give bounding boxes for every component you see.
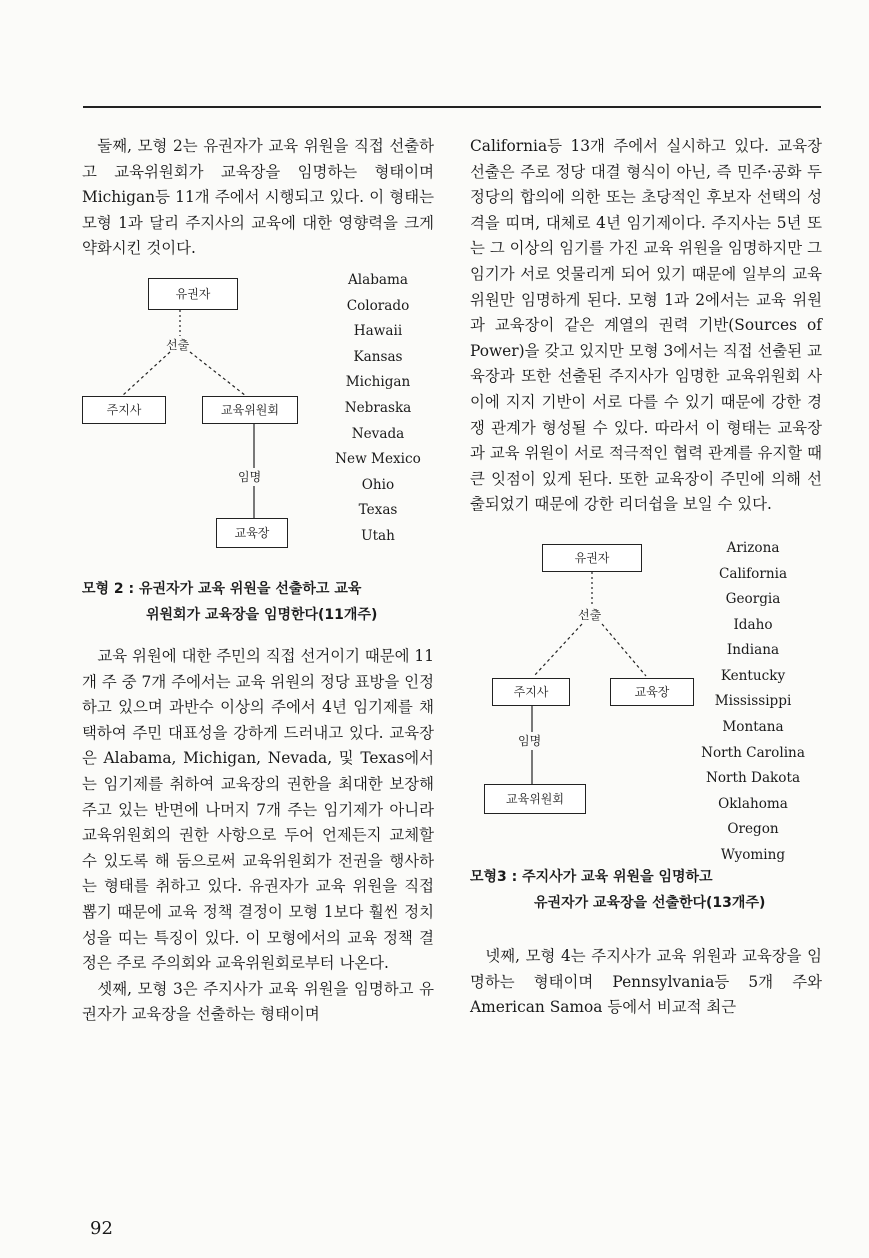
caption-line: 유권자가 교육장을 선출한다(13개주) bbox=[534, 894, 766, 911]
state-list bbox=[694, 536, 812, 869]
state-name: Alabama bbox=[347, 271, 409, 288]
box-board: 교육위원회 bbox=[484, 784, 586, 814]
state-name: Utah bbox=[361, 527, 395, 544]
state-name: Colorado bbox=[346, 297, 410, 314]
figure-model-2 bbox=[82, 272, 434, 572]
paragraph: 둘째, 모형 2는 유권자가 교육 위원을 직접 선출하고 교육위원회가 교육장을 임명하는 형태이며 Michigan등 11개 주에서 시행되고 있다. 이 형태는 모형 1과 달리 주지사의 교육에 대한 영향력을 크게 약화시킨 것이다. bbox=[82, 137, 434, 258]
paragraph: 넷째, 모형 4는 주지사가 교육 위원과 교육장을 임명하는 형태이며 Pennsylvania등 5개 주와 American Samoa 등에서 비교적 최근 bbox=[470, 946, 822, 1017]
box-governor: 주지사 bbox=[492, 678, 570, 706]
paragraph: California등 13개 주에서 실시하고 있다. 교육장 선출은 주로 정당 대결 형식이 아닌, 즉 민주·공화 두 정당의 합의에 의한 또는 초당적인 후보자 선택의 성격을 띠며, 대체로 4년 임기제이다. 주지사는 5년 또는 그 이상의 임기를 가진 교육 위원을 임명하지만 그 임기가 서로 엇물리게 되어 있기 때문에 일부의 교육 위원만 임명하게 된다. 모형 1과 2에서는 교육 위원과 교육장이 같은 계열의 권력 기반(Sources of Power)을 갖고 있지만 모형 3에서는 직접 선출된 교육장과 또한 선출된 주지사가 임명한 교육위원회 사이에 지지 기반이 서로 다를 수 있기 때문에 강한 경쟁 관계가 형성될 수 있다. 따라서 이 형태는 교육장과 교육 위원이 서로 적극적인 협력 관계를 유지할 때 큰 잇점이 있게 된다. 또한 교육장이 주민에 의해 선출되었기 때문에 강한 리더쉽을 보일 수 있다. bbox=[470, 137, 822, 514]
figure-2-caption bbox=[82, 576, 434, 628]
state-name: Wyoming bbox=[720, 847, 786, 864]
state-name: Hawaii bbox=[353, 323, 403, 340]
header-rule bbox=[83, 106, 821, 108]
paragraph: 셋째, 모형 3은 주지사가 교육 위원을 임명하고 유권자가 교육장을 선출하는 형태이며 bbox=[82, 979, 434, 1024]
box-voters: 유권자 bbox=[148, 278, 238, 310]
label-elect: 선출 bbox=[578, 607, 602, 622]
caption-line: 모형 2 : 유권자가 교육 위원을 선출하고 교육 bbox=[82, 580, 362, 597]
state-name: Nevada bbox=[351, 425, 405, 442]
box-superintendent: 교육장 bbox=[610, 678, 694, 706]
state-name: Mississippi bbox=[714, 693, 792, 710]
state-name: Arizona bbox=[726, 539, 780, 556]
figure-model-3 bbox=[470, 536, 822, 866]
state-name: Indiana bbox=[726, 642, 780, 659]
state-name: Oregon bbox=[727, 821, 779, 838]
state-name: Texas bbox=[358, 502, 398, 519]
state-name: Georgia bbox=[725, 591, 781, 608]
state-list bbox=[326, 268, 430, 550]
caption-line: 위원회가 교육장을 임명한다(11개주) bbox=[146, 606, 378, 623]
caption-line: 모형3 : 주지사가 교육 위원을 임명하고 bbox=[470, 868, 713, 885]
box-governor: 주지사 bbox=[82, 396, 166, 424]
state-name: North Carolina bbox=[701, 744, 805, 761]
label-appoint: 임명 bbox=[238, 469, 262, 484]
box-superintendent: 교육장 bbox=[216, 518, 288, 548]
page-number: 92 bbox=[90, 1218, 113, 1239]
right-column bbox=[470, 134, 822, 1021]
state-name: Kentucky bbox=[720, 667, 786, 684]
state-name: California bbox=[718, 565, 788, 582]
left-column bbox=[82, 134, 434, 1028]
state-name: Ohio bbox=[361, 476, 395, 493]
state-name: New Mexico bbox=[335, 451, 421, 468]
state-name: Nebraska bbox=[344, 399, 412, 416]
label-appoint: 임명 bbox=[518, 733, 542, 748]
state-name: Michigan bbox=[345, 374, 411, 391]
state-name: Montana bbox=[722, 719, 784, 736]
state-name: Kansas bbox=[353, 348, 403, 365]
state-name: Idaho bbox=[733, 616, 773, 633]
label-elect: 선출 bbox=[166, 337, 190, 352]
paragraph: 교육 위원에 대한 주민의 직접 선거이기 때문에 11개 주 중 7개 주에서는 교육 위원의 정당 표방을 인정하고 있으며 과반수 이상의 주에서 4년 임기제를 채택하여 주민 대표성을 강하게 드러내고 있다. 교육장은 Alabama, Michigan, Nevada, 및 Texas에서는 임기제를 취하여 교육장의 권한을 최대한 보장해 주고 있는 반면에 나머지 7개 주는 임기제가 아니라 교육위원회의 권한 사항으로 두어 언제든지 교체할 수 있도록 해 둠으로써 교육위원회가 전권을 행사하는 형태를 취하고 있다. 유권자가 교육 위원을 직접 뽑기 때문에 교육 정책 결정이 모형 1보다 훨씬 정치성을 띠는 특징이 있다. 이 모형에서의 교육 정책 결정은 주로 주의회와 교육위원회로부터 나온다. bbox=[82, 646, 434, 973]
box-board: 교육위원회 bbox=[202, 396, 298, 424]
state-name: North Dakota bbox=[705, 770, 801, 787]
box-voters: 유권자 bbox=[542, 544, 642, 572]
state-name: Oklahoma bbox=[718, 795, 788, 812]
figure-3-caption bbox=[470, 864, 822, 916]
